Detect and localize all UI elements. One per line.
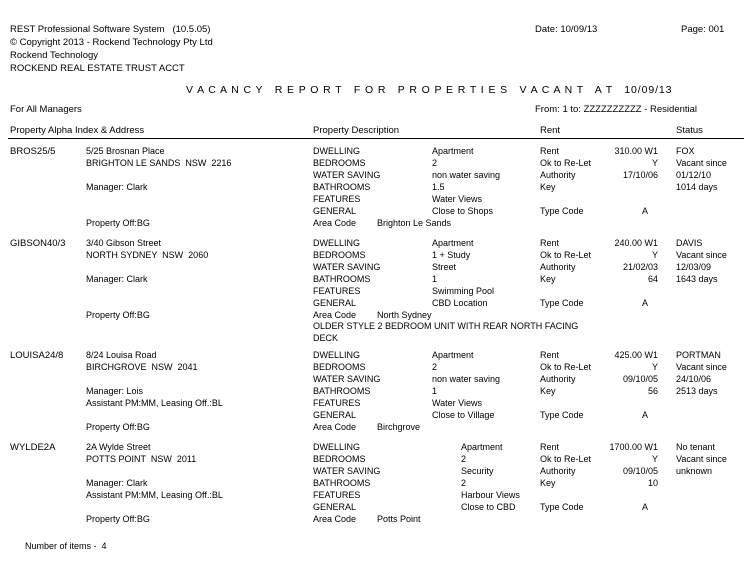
value-dwelling: Apartment xyxy=(432,146,474,156)
property-address-line1: 8/24 Louisa Road xyxy=(86,350,157,360)
value-rent: 240.00 W1 xyxy=(614,238,658,248)
label-water-saving: WATER SAVING xyxy=(313,262,381,272)
value-features: Water Views xyxy=(432,398,483,408)
value-ok-to-relet: Y xyxy=(651,250,658,260)
value-type-code: A xyxy=(642,502,649,512)
value-authority: 21/02/03 xyxy=(622,262,658,272)
label-bathrooms: BATHROOMS xyxy=(313,182,371,192)
status-vacant-since: Vacant since xyxy=(676,158,727,168)
status-vacant-date: unknown xyxy=(676,466,713,476)
value-bedrooms: 2 xyxy=(461,454,467,464)
value-authority: 17/10/06 xyxy=(622,170,658,180)
status-vacant-days: 1014 days xyxy=(676,182,718,192)
value-bathrooms: 1 xyxy=(432,386,438,396)
total-items: Number of items - 4 xyxy=(25,541,107,551)
property-officer: Property Off:BG xyxy=(86,514,150,524)
value-authority: 09/10/05 xyxy=(622,466,658,476)
value-general: Close to CBD xyxy=(461,502,516,512)
column-header-property-index: Property Alpha Index & Address xyxy=(10,125,145,136)
label-rent: Rent xyxy=(540,238,560,248)
label-bathrooms: BATHROOMS xyxy=(313,274,371,284)
label-bedrooms: BEDROOMS xyxy=(313,250,366,260)
label-water-saving: WATER SAVING xyxy=(313,374,381,384)
label-general: GENERAL xyxy=(313,502,357,512)
property-alpha-index: GIBSON40/3 xyxy=(10,238,66,249)
value-key: 64 xyxy=(647,274,658,284)
label-dwelling: DWELLING xyxy=(313,146,361,156)
value-water-saving: Security xyxy=(461,466,494,476)
status-vacant-date: 01/12/10 xyxy=(676,170,712,180)
property-officer: Property Off:BG xyxy=(86,310,150,320)
property-address-line1: 2A Wylde Street xyxy=(86,442,151,452)
property-manager: Manager: Clark xyxy=(86,182,148,192)
value-area-code: Brighton Le Sands xyxy=(377,218,452,228)
label-water-saving: WATER SAVING xyxy=(313,466,381,476)
label-area-code: Area Code xyxy=(313,310,357,320)
label-bedrooms: BEDROOMS xyxy=(313,362,366,372)
value-authority: 09/10/05 xyxy=(622,374,658,384)
value-rent: 425.00 W1 xyxy=(614,350,658,360)
value-features: Water Views xyxy=(432,194,483,204)
value-dwelling: Apartment xyxy=(461,442,503,452)
value-area-code: North Sydney xyxy=(377,310,432,320)
label-area-code: Area Code xyxy=(313,422,357,432)
label-key: Key xyxy=(540,478,556,488)
label-rent: Rent xyxy=(540,350,560,360)
column-header-rent: Rent xyxy=(540,125,561,136)
property-assistant: Assistant PM:MM, Leasing Off.:BL xyxy=(86,398,223,408)
property-address-line2: NORTH SYDNEY NSW 2060 xyxy=(86,250,209,260)
value-bedrooms: 2 xyxy=(432,158,438,168)
status-tenant: No tenant xyxy=(676,442,716,452)
status-vacant-days: 1643 days xyxy=(676,274,718,284)
value-features: Harbour Views xyxy=(461,490,520,500)
system-title: REST Professional Software System (10.5.05) xyxy=(10,24,211,35)
value-area-code: Potts Point xyxy=(377,514,421,524)
label-authority: Authority xyxy=(540,262,576,272)
label-general: GENERAL xyxy=(313,298,357,308)
label-key: Key xyxy=(540,182,556,192)
value-bedrooms: 1 + Study xyxy=(432,250,471,260)
value-bathrooms: 1 xyxy=(432,274,438,284)
label-type-code: Type Code xyxy=(540,410,584,420)
value-ok-to-relet: Y xyxy=(651,362,658,372)
value-bathrooms: 1.5 xyxy=(432,182,445,192)
value-bathrooms: 2 xyxy=(461,478,467,488)
range-filter: From: 1 to: ZZZZZZZZZZ - Residential xyxy=(535,104,698,115)
label-type-code: Type Code xyxy=(540,298,584,308)
property-assistant: Assistant PM:MM, Leasing Off.:BL xyxy=(86,490,223,500)
label-features: FEATURES xyxy=(313,194,361,204)
property-officer: Property Off:BG xyxy=(86,218,150,228)
label-key: Key xyxy=(540,274,556,284)
value-dwelling: Apartment xyxy=(432,238,474,248)
property-manager: Manager: Lois xyxy=(86,386,144,396)
label-features: FEATURES xyxy=(313,398,361,408)
status-tenant: DAVIS xyxy=(676,238,703,248)
value-dwelling: Apartment xyxy=(432,350,474,360)
label-water-saving: WATER SAVING xyxy=(313,170,381,180)
company-name: Rockend Technology xyxy=(10,50,99,61)
report-title: V A C A N C Y R E P O R T F O R P R O P E R T I E S V A C A N T A T 10/09/13 xyxy=(186,84,673,96)
label-authority: Authority xyxy=(540,466,576,476)
status-vacant-date: 24/10/06 xyxy=(676,374,712,384)
label-area-code: Area Code xyxy=(313,218,357,228)
label-general: GENERAL xyxy=(313,206,357,216)
value-water-saving: non water saving xyxy=(432,374,501,384)
label-bathrooms: BATHROOMS xyxy=(313,478,371,488)
label-bathrooms: BATHROOMS xyxy=(313,386,371,396)
label-dwelling: DWELLING xyxy=(313,442,361,452)
status-vacant-date: 12/03/09 xyxy=(676,262,712,272)
label-ok-to-relet: Ok to Re-Let xyxy=(540,362,592,372)
copyright-line: © Copyright 2013 - Rockend Technology Pty Ltd xyxy=(10,37,213,48)
trust-account-name: ROCKEND REAL ESTATE TRUST ACCT xyxy=(10,63,185,74)
value-rent: 310.00 W1 xyxy=(614,146,658,156)
managers-filter: For All Managers xyxy=(10,104,82,115)
value-area-code: Birchgrove xyxy=(377,422,421,432)
value-rent: 1700.00 W1 xyxy=(609,442,658,452)
report-date: Date: 10/09/13 xyxy=(535,24,598,35)
value-water-saving: Street xyxy=(432,262,457,272)
label-key: Key xyxy=(540,386,556,396)
label-ok-to-relet: Ok to Re-Let xyxy=(540,250,592,260)
property-manager: Manager: Clark xyxy=(86,274,148,284)
status-vacant-since: Vacant since xyxy=(676,454,727,464)
label-ok-to-relet: Ok to Re-Let xyxy=(540,454,592,464)
label-dwelling: DWELLING xyxy=(313,238,361,248)
label-rent: Rent xyxy=(540,442,560,452)
label-authority: Authority xyxy=(540,170,576,180)
value-type-code: A xyxy=(642,206,649,216)
property-note-line2: DECK xyxy=(313,333,339,343)
column-header-property-description: Property Description xyxy=(313,125,400,136)
status-tenant: FOX xyxy=(676,146,695,156)
label-general: GENERAL xyxy=(313,410,357,420)
property-alpha-index: WYLDE2A xyxy=(10,442,56,453)
label-area-code: Area Code xyxy=(313,514,357,524)
value-type-code: A xyxy=(642,410,649,420)
label-type-code: Type Code xyxy=(540,502,584,512)
label-rent: Rent xyxy=(540,146,560,156)
value-features: Swimming Pool xyxy=(432,286,495,296)
label-authority: Authority xyxy=(540,374,576,384)
property-note-line1: OLDER STYLE 2 BEDROOM UNIT WITH REAR NORTH FACING xyxy=(313,321,579,331)
property-officer: Property Off:BG xyxy=(86,422,150,432)
value-ok-to-relet: Y xyxy=(651,454,658,464)
label-features: FEATURES xyxy=(313,490,361,500)
property-address-line2: BRIGHTON LE SANDS NSW 2216 xyxy=(86,158,232,168)
label-features: FEATURES xyxy=(313,286,361,296)
label-dwelling: DWELLING xyxy=(313,350,361,360)
header-divider xyxy=(8,138,744,139)
value-bedrooms: 2 xyxy=(432,362,438,372)
value-key: 10 xyxy=(647,478,658,488)
label-type-code: Type Code xyxy=(540,206,584,216)
status-vacant-since: Vacant since xyxy=(676,362,727,372)
page-number: Page: 001 xyxy=(681,24,725,35)
label-bedrooms: BEDROOMS xyxy=(313,454,366,464)
value-general: CBD Location xyxy=(432,298,488,308)
column-header-status: Status xyxy=(676,125,703,136)
property-address-line1: 5/25 Brosnan Place xyxy=(86,146,165,156)
property-address-line2: BIRCHGROVE NSW 2041 xyxy=(86,362,198,372)
property-address-line2: POTTS POINT NSW 2011 xyxy=(86,454,197,464)
value-general: Close to Village xyxy=(432,410,495,420)
status-vacant-since: Vacant since xyxy=(676,250,727,260)
value-ok-to-relet: Y xyxy=(651,158,658,168)
label-bedrooms: BEDROOMS xyxy=(313,158,366,168)
property-address-line1: 3/40 Gibson Street xyxy=(86,238,162,248)
label-ok-to-relet: Ok to Re-Let xyxy=(540,158,592,168)
property-alpha-index: LOUISA24/8 xyxy=(10,350,64,361)
property-manager: Manager: Clark xyxy=(86,478,148,488)
value-type-code: A xyxy=(642,298,649,308)
value-general: Close to Shops xyxy=(432,206,494,216)
value-key: 56 xyxy=(647,386,658,396)
value-water-saving: non water saving xyxy=(432,170,501,180)
status-vacant-days: 2513 days xyxy=(676,386,718,396)
status-tenant: PORTMAN xyxy=(676,350,721,360)
property-alpha-index: BROS25/5 xyxy=(10,146,56,157)
